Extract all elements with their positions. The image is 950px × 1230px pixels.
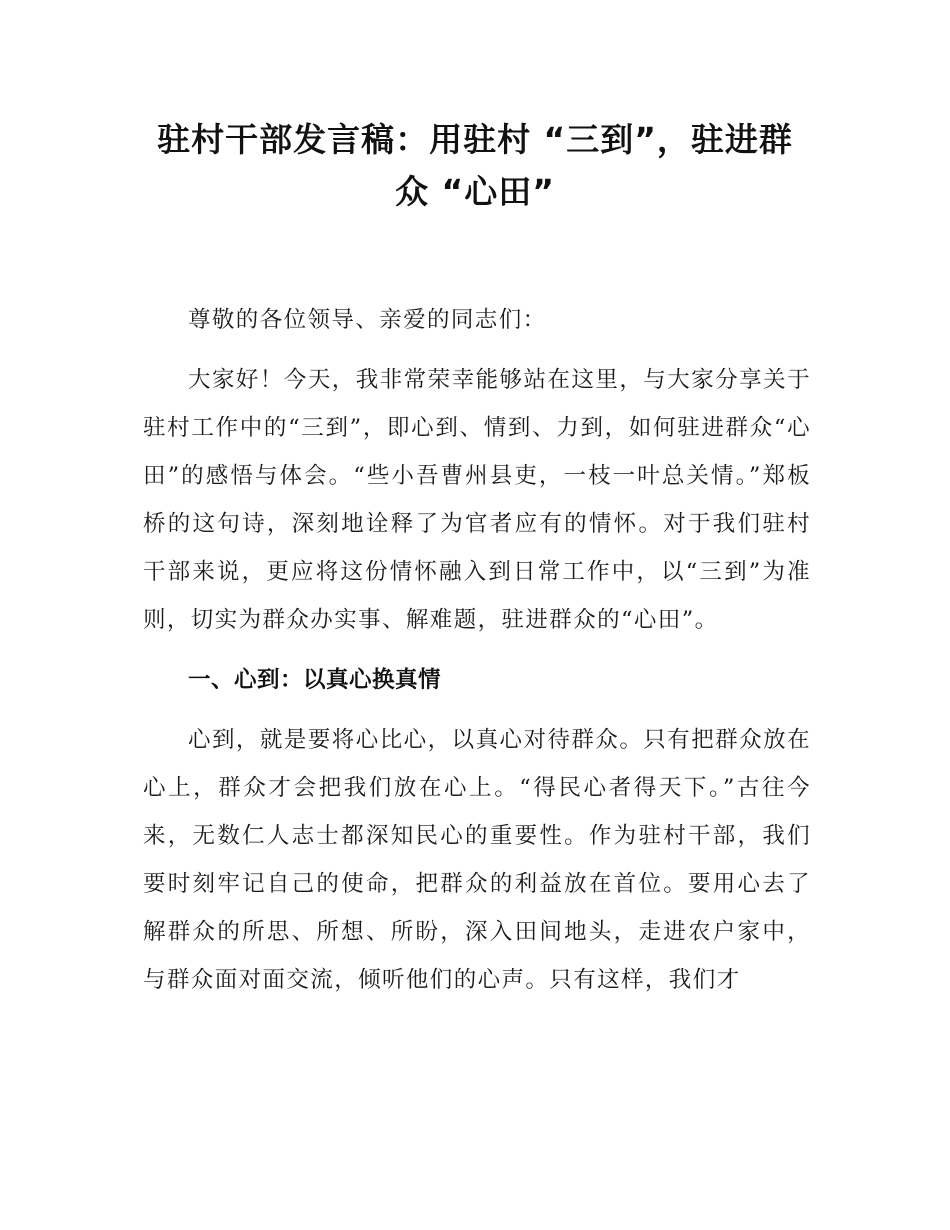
title-line-2: 众 “心田”	[395, 172, 555, 211]
paragraph-spacer	[143, 344, 811, 356]
paragraph-spacer	[143, 644, 811, 656]
paragraph-spacer	[143, 704, 811, 716]
document-title	[120, 114, 830, 218]
greeting-paragraph: 尊敬的各位领导、亲爱的同志们：	[188, 307, 547, 333]
intro-paragraph: 大家好！今天，我非常荣幸能够站在这里，与大家分享关于驻村工作中的“三到”，即心到、情到、力到，如何驻进群众“心田”的感悟与体会。“些小吾曹州县吏，一枝一叶总关情。”郑板桥的这句诗，深刻地诠释了为官者应有的情怀。对于我们驻村干部来说，更应将这份情怀融入到日常工作中，以“三到”为准则，切实为群众办实事、解难题，驻进群众的“心田”。	[143, 367, 811, 633]
title-line-1: 驻村干部发言稿：用驻村 “三到”，驻进群	[157, 120, 793, 159]
section-1-heading: 一、心到：以真心换真情	[188, 667, 442, 693]
document-body	[143, 296, 811, 1004]
section-1-paragraph: 心到，就是要将心比心，以真心对待群众。只有把群众放在心上，群众才会把我们放在心上。“得民心者得天下。”古往今来，无数仁人志士都深知民心的重要性。作为驻村干部，我们要时刻牢记自己的使命，把群众的利益放在首位。要用心去了解群众的所思、所想、所盼，深入田间地头，走进农户家中，与群众面对面交流，倾听他们的心声。只有这样，我们才	[143, 727, 811, 993]
